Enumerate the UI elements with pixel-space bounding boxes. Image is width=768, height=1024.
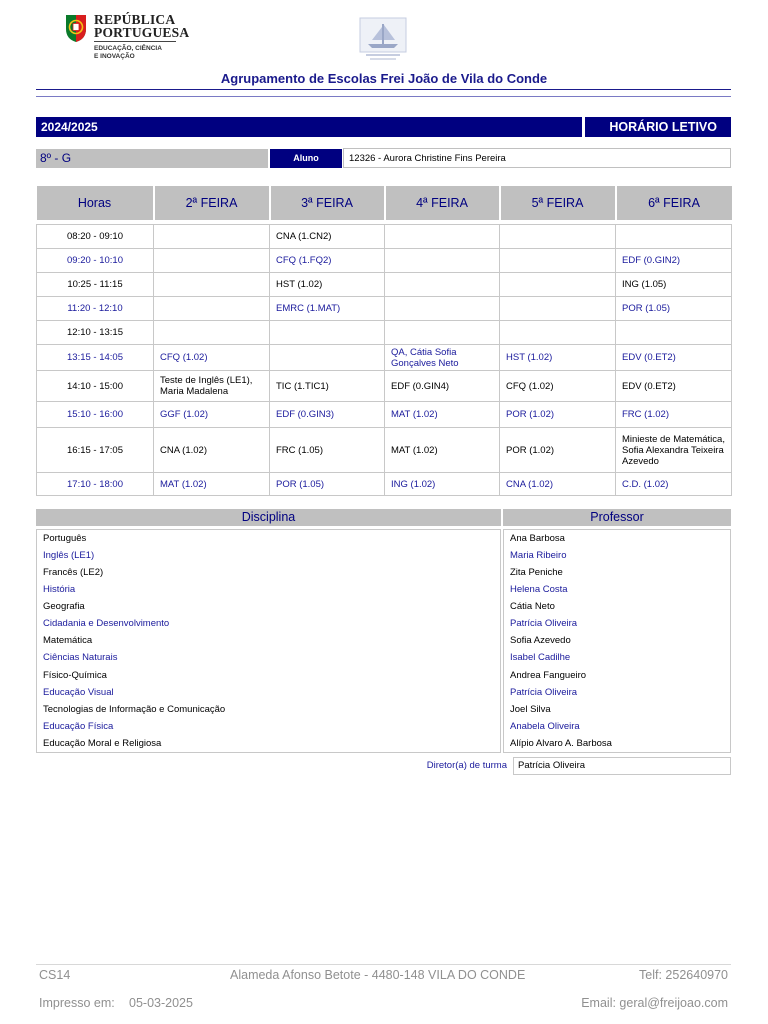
table-row [37,321,732,345]
subject-item: Inglês (LE1) [43,550,95,561]
lesson-cell: Teste de Inglês (LE1), Maria Madalena [154,371,270,402]
teacher-item: Sofia Azevedo [510,635,571,646]
lesson-cell: TIC (1.TIC1) [270,371,385,402]
table-row [37,273,732,297]
lesson-cell [270,345,385,371]
header-thursday: 5ª FEIRA [500,186,616,220]
lesson-cell [616,321,732,345]
footer-email: Email: geral@freijoao.com [581,996,728,1010]
footer-address: Alameda Afonso Betote - 4480-148 VILA DO CONDE [230,968,526,982]
footer-printed-date: 05-03-2025 [129,996,193,1010]
lesson-cell: FRC (1.05) [270,428,385,473]
lesson-cell [500,321,616,345]
time-cell: 11:20 - 12:10 [37,297,154,321]
time-cell: 14:10 - 15:00 [37,371,154,402]
lesson-cell: EDF (0.GIN2) [616,249,732,273]
table-row [37,225,732,249]
lesson-cell [154,225,270,249]
time-cell: 16:15 - 17:05 [37,428,154,473]
footer-divider [36,964,731,965]
subject-item: História [43,584,76,595]
lesson-cell: CFQ (1.02) [154,345,270,371]
lesson-cell: CNA (1.CN2) [270,225,385,249]
lesson-cell: CFQ (1.FQ2) [270,249,385,273]
lesson-cell: ING (1.05) [616,273,732,297]
teacher-item: Zita Peniche [510,567,563,578]
time-cell: 09:20 - 10:10 [37,249,154,273]
teacher-list [503,529,731,753]
teacher-item: Patrícia Oliveira [510,687,578,698]
subject-item: Educação Moral e Religiosa [43,738,162,749]
footer-code: CS14 [39,968,71,982]
header-friday: 6ª FEIRA [616,186,732,220]
school-logo [356,14,410,62]
class-name: 8º - G [36,149,268,168]
header-hours: Horas [37,186,154,220]
lesson-cell: CFQ (1.02) [500,371,616,402]
time-cell: 08:20 - 09:10 [37,225,154,249]
school-emblem-icon [356,14,410,62]
teacher-item: Andrea Fangueiro [510,670,587,681]
table-row [37,428,732,473]
header-rule-top [36,89,731,90]
lesson-cell: EDF (0.GIN3) [270,402,385,428]
lesson-cell: QA, Cátia Sofia Gonçalves Neto [385,345,500,371]
schedule-bar [36,117,731,137]
lesson-cell [616,225,732,249]
lesson-cell: HST (1.02) [500,345,616,371]
time-cell: 13:15 - 14:05 [37,345,154,371]
student-label: Aluno [270,149,342,168]
time-cell: 10:25 - 11:15 [37,273,154,297]
teacher-item: Joel Silva [510,704,551,715]
table-row [37,371,732,402]
header-monday: 2ª FEIRA [154,186,270,220]
lesson-cell: POR (1.05) [270,473,385,496]
lesson-cell [385,297,500,321]
teacher-column-header: Professor [503,509,731,526]
subject-item: Tecnologias de Informação e Comunicação [43,704,226,715]
lesson-cell: EDF (0.GIN4) [385,371,500,402]
student-name: 12326 - Aurora Christine Fins Pereira [343,148,731,168]
subject-list [36,529,501,753]
lesson-cell: POR (1.02) [500,402,616,428]
lesson-cell: CNA (1.02) [500,473,616,496]
table-row [37,297,732,321]
teacher-item: Patrícia Oliveira [510,618,578,629]
teacher-item: Ana Barbosa [510,533,565,544]
lesson-cell: EDV (0.ET2) [616,345,732,371]
school-title: Agrupamento de Escolas Frei João de Vila do Conde [220,71,548,86]
time-cell: 15:10 - 16:00 [37,402,154,428]
footer-phone: Telf: 252640970 [639,968,728,982]
lesson-cell: CNA (1.02) [154,428,270,473]
timetable-header-row [37,186,732,220]
lesson-cell [154,297,270,321]
lesson-cell [500,249,616,273]
teacher-item: Alípio Alvaro A. Barbosa [510,738,612,749]
lesson-cell: EMRC (1.MAT) [270,297,385,321]
time-cell: 12:10 - 13:15 [37,321,154,345]
header-tuesday: 3ª FEIRA [270,186,385,220]
ministry-name: EDUCAÇÃO, CIÊNCIA E INOVAÇÃO [94,45,162,60]
header-wednesday: 4ª FEIRA [385,186,500,220]
lesson-cell [500,273,616,297]
class-director-label: Diretor(a) de turma [426,760,507,771]
subject-item: Geografia [43,601,85,612]
logo-divider [94,41,176,42]
lesson-cell [385,225,500,249]
footer-printed-label: Impresso em: [39,996,115,1010]
subject-item: Matemática [43,635,93,646]
subject-item: Francês (LE2) [43,567,104,578]
republica-title: REPÚBLICA PORTUGUESA [94,12,190,40]
teacher-item: Isabel Cadilhe [510,652,571,663]
table-row [37,345,732,371]
table-row [37,402,732,428]
timetable [36,186,732,496]
table-row [37,473,732,496]
header-rule-bottom [36,96,731,97]
teacher-item: Cátia Neto [510,601,555,612]
portuguese-flag-emblem-icon [64,13,88,43]
subject-item: Português [43,533,87,544]
subject-item: Ciências Naturais [43,652,118,663]
lesson-cell: GGF (1.02) [154,402,270,428]
lesson-cell: HST (1.02) [270,273,385,297]
lesson-cell: FRC (1.02) [616,402,732,428]
class-director-name: Patrícia Oliveira [513,757,731,775]
table-row [37,249,732,273]
subject-item: Educação Visual [43,687,114,698]
lesson-cell [385,321,500,345]
lesson-cell: MAT (1.02) [154,473,270,496]
lesson-cell [154,249,270,273]
lesson-cell: EDV (0.ET2) [616,371,732,402]
schedule-type: HORÁRIO LETIVO [585,117,731,137]
teacher-item: Anabela Oliveira [510,721,580,732]
lesson-cell: C.D. (1.02) [616,473,732,496]
school-year: 2024/2025 [36,117,582,137]
republica-portuguesa-logo [64,13,194,65]
lesson-cell [385,249,500,273]
lesson-cell [385,273,500,297]
lesson-cell [154,321,270,345]
subject-item: Educação Física [43,721,114,732]
lesson-cell [500,297,616,321]
subject-column-header: Disciplina [36,509,501,526]
lesson-cell [270,321,385,345]
lesson-cell: MAT (1.02) [385,428,500,473]
subject-item: Cidadania e Desenvolvimento [43,618,170,629]
time-cell: 17:10 - 18:00 [37,473,154,496]
teacher-item: Maria Ribeiro [510,550,567,561]
subject-item: Físico-Química [43,670,107,681]
lesson-cell: MAT (1.02) [385,402,500,428]
lesson-cell [154,273,270,297]
teacher-item: Helena Costa [510,584,568,595]
lesson-cell: POR (1.02) [500,428,616,473]
lesson-cell: ING (1.02) [385,473,500,496]
lesson-cell [500,225,616,249]
lesson-cell: Minieste de Matemática, Sofia Alexandra Teixeira Azevedo [616,428,732,473]
lesson-cell: POR (1.05) [616,297,732,321]
